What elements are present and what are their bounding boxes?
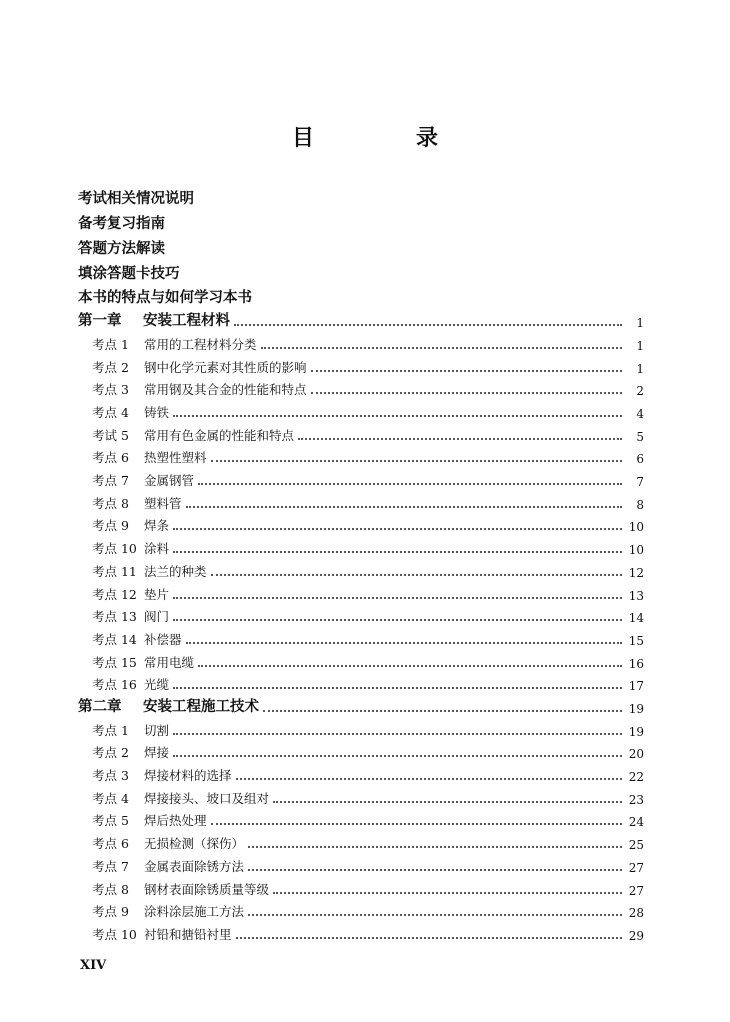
page-number: 27 xyxy=(628,883,644,898)
page-number: 28 xyxy=(628,906,644,921)
topic-title: 塑料管 xyxy=(144,495,182,511)
topic-number: 考点 7 xyxy=(92,473,129,489)
intro-item[interactable]: 考试相关情况说明 xyxy=(78,190,194,207)
topic-title: 钢材表面除锈质量等级 xyxy=(144,881,270,897)
dot-leader xyxy=(273,801,622,803)
topic-title: 热塑性塑料 xyxy=(144,450,207,466)
intro-item[interactable]: 本书的特点与如何学习本书 xyxy=(78,290,252,307)
topic-entry[interactable] xyxy=(78,421,644,444)
topic-number: 考点 5 xyxy=(92,813,129,829)
topic-entry[interactable] xyxy=(78,716,644,739)
topic-entry[interactable] xyxy=(78,580,644,603)
page-number: 6 xyxy=(636,452,644,467)
topic-title: 无损检测（探伤） xyxy=(144,836,245,852)
topic-title: 涂料 xyxy=(144,541,170,557)
page-number: 10 xyxy=(628,520,644,535)
dot-leader xyxy=(261,347,622,349)
topic-number: 考点 4 xyxy=(92,790,129,806)
topic-title: 常用电缆 xyxy=(144,654,195,670)
dot-leader xyxy=(248,846,622,848)
topic-title: 补偿器 xyxy=(144,631,182,647)
page-number: 12 xyxy=(628,565,644,580)
page-folio: XIV xyxy=(80,958,107,973)
topic-number: 考点 1 xyxy=(92,336,129,352)
topic-number: 考点 2 xyxy=(92,359,129,375)
dot-leader xyxy=(273,892,622,894)
dot-leader xyxy=(311,392,622,394)
topic-entry[interactable] xyxy=(78,353,644,376)
page-number: 4 xyxy=(636,407,644,421)
topic-number: 考点 16 xyxy=(92,677,137,693)
topic-title: 涂料涂层施工方法 xyxy=(144,904,245,920)
page-number: 19 xyxy=(628,724,644,739)
topic-number: 考点 1 xyxy=(92,722,129,738)
page-number: 29 xyxy=(628,928,644,943)
topic-entry[interactable] xyxy=(78,512,644,535)
chapter-entry[interactable] xyxy=(78,693,644,716)
dot-leader xyxy=(186,642,622,644)
page-number: 13 xyxy=(628,588,644,603)
page-number: 1 xyxy=(636,361,644,376)
topic-entry[interactable] xyxy=(78,852,644,875)
topic-entry[interactable] xyxy=(78,625,644,648)
topic-entry[interactable] xyxy=(78,489,644,512)
topic-title: 焊接接头、坡口及组对 xyxy=(144,790,270,806)
topic-entry[interactable] xyxy=(78,398,644,421)
topic-number: 考点 9 xyxy=(92,518,129,534)
page-number: 27 xyxy=(628,860,644,875)
topic-entry[interactable] xyxy=(78,557,644,580)
dot-leader xyxy=(198,665,622,667)
topic-number: 考点 7 xyxy=(92,858,129,874)
dot-leader xyxy=(298,438,622,440)
dot-leader xyxy=(173,619,622,621)
page-number: 1 xyxy=(636,338,644,353)
dot-leader xyxy=(173,597,622,599)
chapter-title: 安装工程材料 xyxy=(143,313,230,330)
topic-number: 考点 11 xyxy=(92,563,137,579)
dot-leader xyxy=(173,687,622,689)
topic-number: 考点 6 xyxy=(92,450,129,466)
page-number: 15 xyxy=(628,633,644,648)
chapter-title: 安装工程施工技术 xyxy=(143,699,259,716)
topic-title: 金属表面除锈方法 xyxy=(144,858,245,874)
topic-title: 铸铁 xyxy=(144,405,170,420)
topic-entry[interactable] xyxy=(78,671,644,694)
topic-entry[interactable] xyxy=(78,761,644,784)
topic-entry[interactable] xyxy=(78,898,644,921)
page-number: 2 xyxy=(636,384,644,399)
topic-entry[interactable] xyxy=(78,330,644,353)
page-number: 25 xyxy=(628,838,644,853)
topic-title: 焊后热处理 xyxy=(144,813,207,829)
page-number: 20 xyxy=(628,747,644,762)
topic-entry[interactable] xyxy=(78,376,644,399)
topic-entry[interactable] xyxy=(78,739,644,762)
page-number: 22 xyxy=(628,770,644,785)
dot-leader xyxy=(234,324,622,326)
topic-entry[interactable] xyxy=(78,603,644,626)
topic-title: 阀门 xyxy=(144,609,170,625)
topic-entry[interactable] xyxy=(78,875,644,898)
topic-title: 常用钢及其合金的性能和特点 xyxy=(144,382,307,398)
page-number: 19 xyxy=(628,702,644,717)
topic-title: 金属钢管 xyxy=(144,473,195,489)
dot-leader xyxy=(173,755,622,757)
page-number: 10 xyxy=(628,543,644,558)
dot-leader xyxy=(311,370,622,372)
topic-number: 考点 12 xyxy=(92,586,137,602)
topic-entry[interactable] xyxy=(78,784,644,807)
topic-number: 考点 10 xyxy=(92,926,137,942)
chapter-number: 第一章 xyxy=(78,313,122,330)
topic-number: 考点 4 xyxy=(92,405,129,420)
intro-item[interactable]: 填涂答题卡技巧 xyxy=(78,265,180,282)
topic-number: 考点 14 xyxy=(92,631,137,647)
topic-title: 垫片 xyxy=(144,586,170,602)
topic-entry[interactable] xyxy=(78,444,644,467)
intro-item[interactable]: 答题方法解读 xyxy=(78,240,165,257)
topic-number: 考点 10 xyxy=(92,541,137,557)
topic-title: 衬铅和搪铅衬里 xyxy=(144,926,232,942)
chapter-number: 第二章 xyxy=(78,699,122,716)
topic-number: 考点 2 xyxy=(92,745,129,761)
page-number: 16 xyxy=(628,656,644,671)
dot-leader xyxy=(186,506,622,508)
topic-title: 光缆 xyxy=(144,677,170,693)
topic-number: 考点 3 xyxy=(92,768,129,784)
topic-entry[interactable] xyxy=(78,807,644,830)
topic-number: 考点 8 xyxy=(92,495,129,511)
dot-leader xyxy=(236,778,622,780)
topic-number: 考点 3 xyxy=(92,382,129,398)
dot-leader xyxy=(198,483,622,485)
topic-entry[interactable] xyxy=(78,829,644,852)
dot-leader xyxy=(173,551,622,553)
topic-title: 切割 xyxy=(144,722,170,738)
topic-entry[interactable] xyxy=(78,534,644,557)
dot-leader xyxy=(211,460,622,462)
topic-title: 焊接材料的选择 xyxy=(144,768,232,784)
dot-leader xyxy=(173,733,622,735)
chapter-entry[interactable] xyxy=(78,307,644,330)
page-number: 17 xyxy=(628,679,644,694)
topic-number: 考点 13 xyxy=(92,609,137,625)
topic-title: 常用有色金属的性能和特点 xyxy=(144,427,295,443)
page-number: 23 xyxy=(628,792,644,807)
dot-leader xyxy=(173,528,622,530)
dot-leader xyxy=(263,710,622,712)
dot-leader xyxy=(211,574,622,576)
page-number: 7 xyxy=(636,475,644,490)
page-number: 8 xyxy=(636,497,644,512)
topic-title: 焊接 xyxy=(144,745,170,761)
page-number: 24 xyxy=(628,815,644,830)
dot-leader xyxy=(236,937,622,939)
topic-entry[interactable] xyxy=(78,648,644,671)
topic-entry[interactable] xyxy=(78,920,644,943)
topic-number: 考点 6 xyxy=(92,836,129,852)
page-number: 14 xyxy=(628,611,644,626)
topic-title: 法兰的种类 xyxy=(144,563,207,579)
intro-item[interactable]: 备考复习指南 xyxy=(78,215,165,232)
page-title: 目 录 xyxy=(291,126,478,151)
topic-title: 常用的工程材料分类 xyxy=(144,336,257,352)
dot-leader xyxy=(173,415,622,417)
topic-number: 考点 9 xyxy=(92,904,129,920)
topic-number: 考试 5 xyxy=(92,427,129,443)
page-number: 1 xyxy=(636,316,644,331)
dot-leader xyxy=(248,869,622,871)
topic-title: 钢中化学元素对其性质的影响 xyxy=(144,359,307,375)
table-of-contents xyxy=(78,183,644,943)
topic-entry[interactable] xyxy=(78,466,644,489)
dot-leader xyxy=(211,823,622,825)
topic-number: 考点 15 xyxy=(92,654,137,670)
topic-title: 焊条 xyxy=(144,518,170,534)
topic-number: 考点 8 xyxy=(92,881,129,897)
dot-leader xyxy=(248,914,622,916)
page-number: 5 xyxy=(636,429,644,444)
